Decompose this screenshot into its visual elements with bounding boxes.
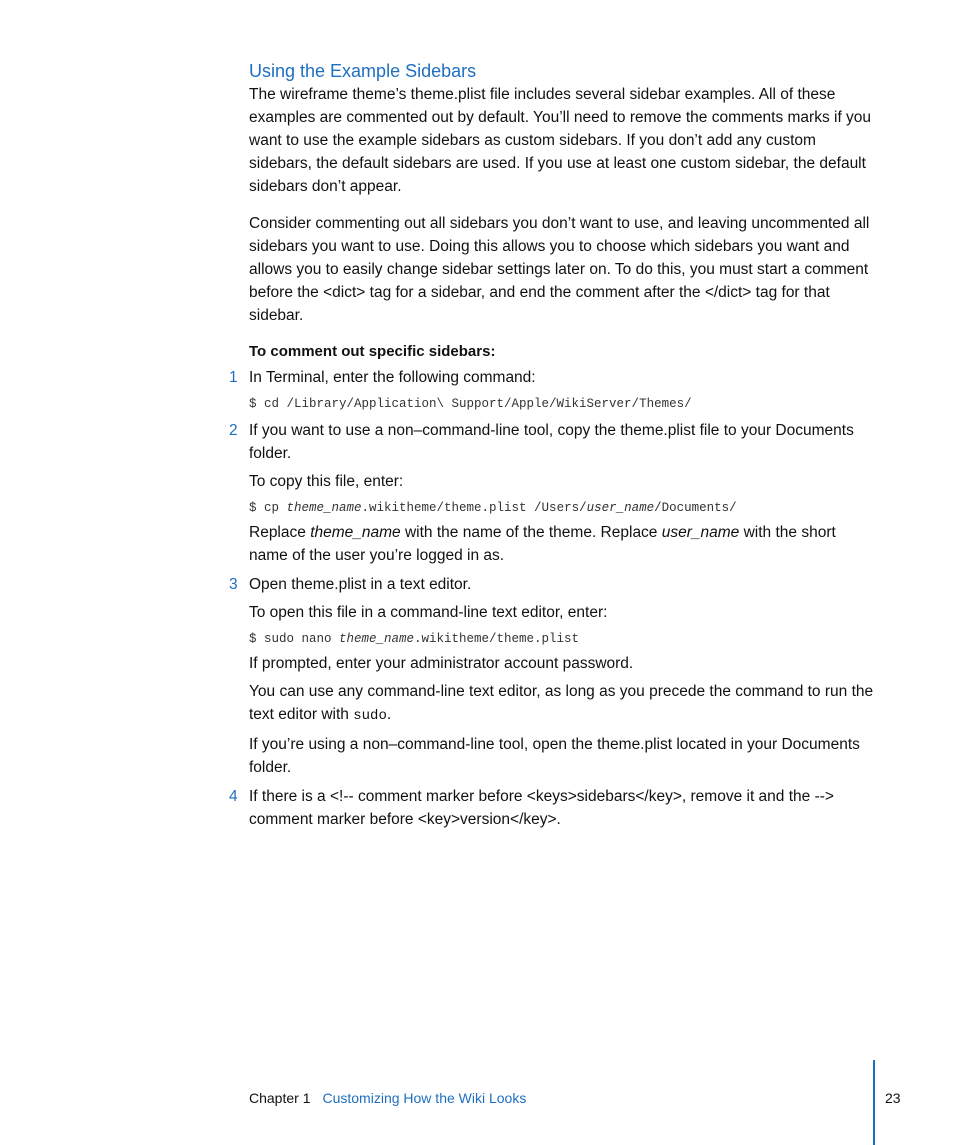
page-footer [249,1088,526,1108]
non-cli-note: If you’re using a non–command-line tool, open the theme.plist located in your Documents folder. [249,736,860,776]
step-text: If there is a <!-- comment marker before <keys>sidebars</key>, remove it and the --> comment marker before <key>version</key>. [249,788,834,828]
comment-paragraph: Consider commenting out all sidebars you don’t want to use, and leaving uncommented all sidebars you want to use. Doing this allows you to choose which sidebars you want and allows you to easily change sidebar settings later on. To do this, you must start a comment before the <dict> tag for a sidebar, and end the comment after the </dict> tag for that sidebar. [249,215,870,324]
prompt-note: If prompted, enter your administrator account password. [249,655,634,672]
copy-intro: To copy this file, enter: [249,473,404,490]
step-4 [229,785,877,831]
page-divider [873,1060,875,1145]
chapter-label: Chapter 1 [249,1090,311,1106]
procedure-title: To comment out specific sidebars: [249,343,496,360]
code-block: $ cp theme_name.wikitheme/theme.plist /Users/user_name/Documents/ [249,501,737,515]
step-2 [229,419,877,567]
replace-note: Replace theme_name with the name of the theme. Replace user_name with the short name of the user you’re logged in as. [249,524,836,564]
step-number: 4 [229,788,238,805]
code-block: $ cd /Library/Application\ Support/Apple/WikiServer/Themes/ [249,397,692,411]
step-3 [229,573,877,779]
step-1 [229,366,877,413]
page-number: 23 [885,1090,901,1106]
editor-note: You can use any command-line text editor, as long as you precede the command to run the text editor with sudo. [249,683,874,724]
section-heading: Using the Example Sidebars [249,61,477,81]
step-number: 3 [229,576,238,593]
chapter-title-link[interactable]: Customizing How the Wiki Looks [322,1090,527,1106]
step-text: In Terminal, enter the following command: [249,369,536,386]
intro-paragraph: The wireframe theme’s theme.plist file includes several sidebar examples. All of these examples are commented out by default. You’ll need to remove the comments marks if you want to use the example sidebars as custom sidebars. If you don’t add any custom sidebars, the default sidebars are used. If you use at least one custom sidebar, the default sidebars don’t appear. [249,86,872,195]
open-intro: To open this file in a command-line text editor, enter: [249,604,608,621]
code-block: $ sudo nano theme_name.wikitheme/theme.plist [249,632,580,646]
step-number: 2 [229,422,238,439]
step-text: Open theme.plist in a text editor. [249,576,472,593]
step-number: 1 [229,369,238,386]
page-content [229,59,877,831]
step-text: If you want to use a non–command-line tool, copy the theme.plist file to your Documents folder. [249,422,854,462]
